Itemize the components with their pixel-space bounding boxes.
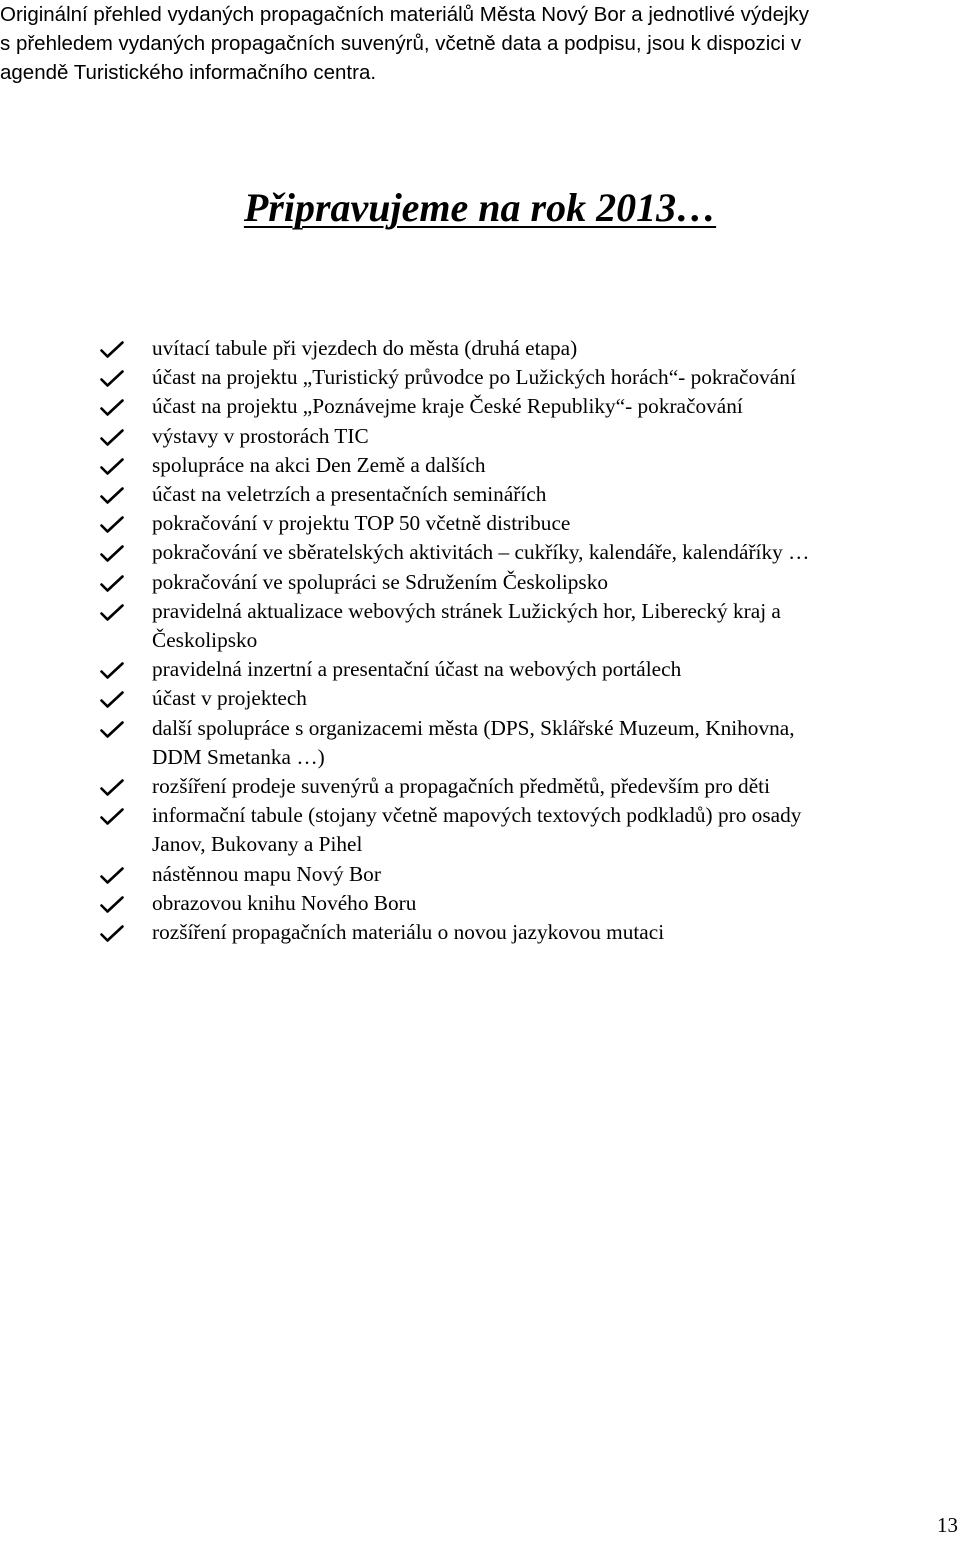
checklist-item-text: účast na projektu „Poznávejme kraje České Republiky“- pokračování	[152, 394, 743, 419]
checklist-item	[0, 422, 960, 451]
checklist-item	[0, 334, 960, 363]
page-number: 13	[937, 1513, 958, 1537]
checklist-item	[0, 363, 960, 392]
checklist-item	[0, 597, 960, 655]
checkmark-icon	[100, 662, 124, 679]
checkmark-icon	[100, 896, 124, 913]
checklist-item	[0, 451, 960, 480]
checklist-item-text: DDM Smetanka …)	[152, 744, 325, 769]
checkmark-icon	[100, 545, 124, 562]
checkmark-icon	[100, 575, 124, 592]
checkmark-icon	[100, 867, 124, 884]
intro-line: agendě Turistického informačního centra.	[0, 61, 377, 84]
checklist-item	[0, 860, 960, 889]
checkmark-icon	[100, 341, 124, 358]
plans-checklist	[0, 334, 960, 947]
checklist-item	[0, 684, 960, 713]
checkmark-icon	[100, 487, 124, 504]
checklist-item-text: rozšíření prodeje suvenýrů a propagačních předmětů, především pro děti	[152, 774, 770, 799]
checklist-item-text: spolupráce na akci Den Země a dalších	[152, 452, 486, 477]
checklist-item-text: Janov, Bukovany a Pihel	[152, 832, 363, 857]
checklist-item-text: rozšíření propagačních materiálu o novou jazykovou mutaci	[152, 920, 665, 945]
checkmark-icon	[100, 779, 124, 796]
checklist-item-text: další spolupráce s organizacemi města (DPS, Sklářské Muzeum, Knihovna,	[152, 715, 795, 740]
checklist-item	[0, 655, 960, 684]
checkmark-icon	[100, 721, 124, 738]
checklist-item	[0, 509, 960, 538]
checklist-item	[0, 480, 960, 509]
checkmark-icon	[100, 429, 124, 446]
checklist-item	[0, 918, 960, 947]
checklist-item	[0, 714, 960, 772]
checklist-item-text: informační tabule (stojany včetně mapových textových podkladů) pro osady	[152, 803, 802, 828]
checklist-item-text: uvítací tabule při vjezdech do města (druhá etapa)	[152, 336, 578, 360]
checklist-item-text: pravidelná inzertní a presentační účast na webových portálech	[152, 657, 682, 682]
checkmark-icon	[100, 925, 124, 942]
checkmark-icon	[100, 604, 124, 621]
checklist-item	[0, 538, 960, 567]
checklist-item	[0, 801, 960, 859]
checklist-item-text: pokračování ve spolupráci se Sdružením Českolipsko	[152, 569, 609, 594]
checkmark-icon	[100, 516, 124, 533]
checkmark-icon	[100, 691, 124, 708]
intro-line: s přehledem vydaných propagačních suvenýrů, včetně data a podpisu, jsou k dispozici v	[0, 32, 802, 55]
checkmark-icon	[100, 370, 124, 387]
checklist-item-text: nástěnnou mapu Nový Bor	[152, 861, 381, 886]
intro-line: Originální přehled vydaných propagačních materiálů Města Nový Bor a jednotlivé výdejky	[0, 3, 810, 26]
checklist-item-text: Českolipsko	[152, 628, 258, 653]
section-heading: Připravujeme na rok 2013…	[243, 185, 717, 230]
checklist-item-text: pravidelná aktualizace webových stránek Lužických hor, Liberecký kraj a	[152, 598, 781, 623]
checklist-item-text: pokračování v projektu TOP 50 včetně distribuce	[152, 511, 571, 536]
checklist-item	[0, 568, 960, 597]
checklist-item	[0, 889, 960, 918]
checkmark-icon	[100, 808, 124, 825]
checklist-item-text: obrazovou knihu Nového Boru	[152, 890, 417, 915]
checkmark-icon	[100, 399, 124, 416]
checklist-item	[0, 392, 960, 421]
checkmark-icon	[100, 458, 124, 475]
checklist-item	[0, 772, 960, 801]
checklist-item-text: účast na projektu „Turistický průvodce po Lužických horách“- pokračování	[152, 365, 796, 390]
checklist-item-text: pokračování ve sběratelských aktivitách – cukříky, kalendáře, kalendáříky …	[152, 540, 810, 565]
checklist-item-text: výstavy v prostorách TIC	[152, 423, 369, 448]
intro-paragraph	[0, 0, 950, 87]
checklist-item-text: účast v projektech	[152, 686, 307, 711]
checklist-item-text: účast na veletrzích a presentačních seminářích	[152, 482, 547, 507]
